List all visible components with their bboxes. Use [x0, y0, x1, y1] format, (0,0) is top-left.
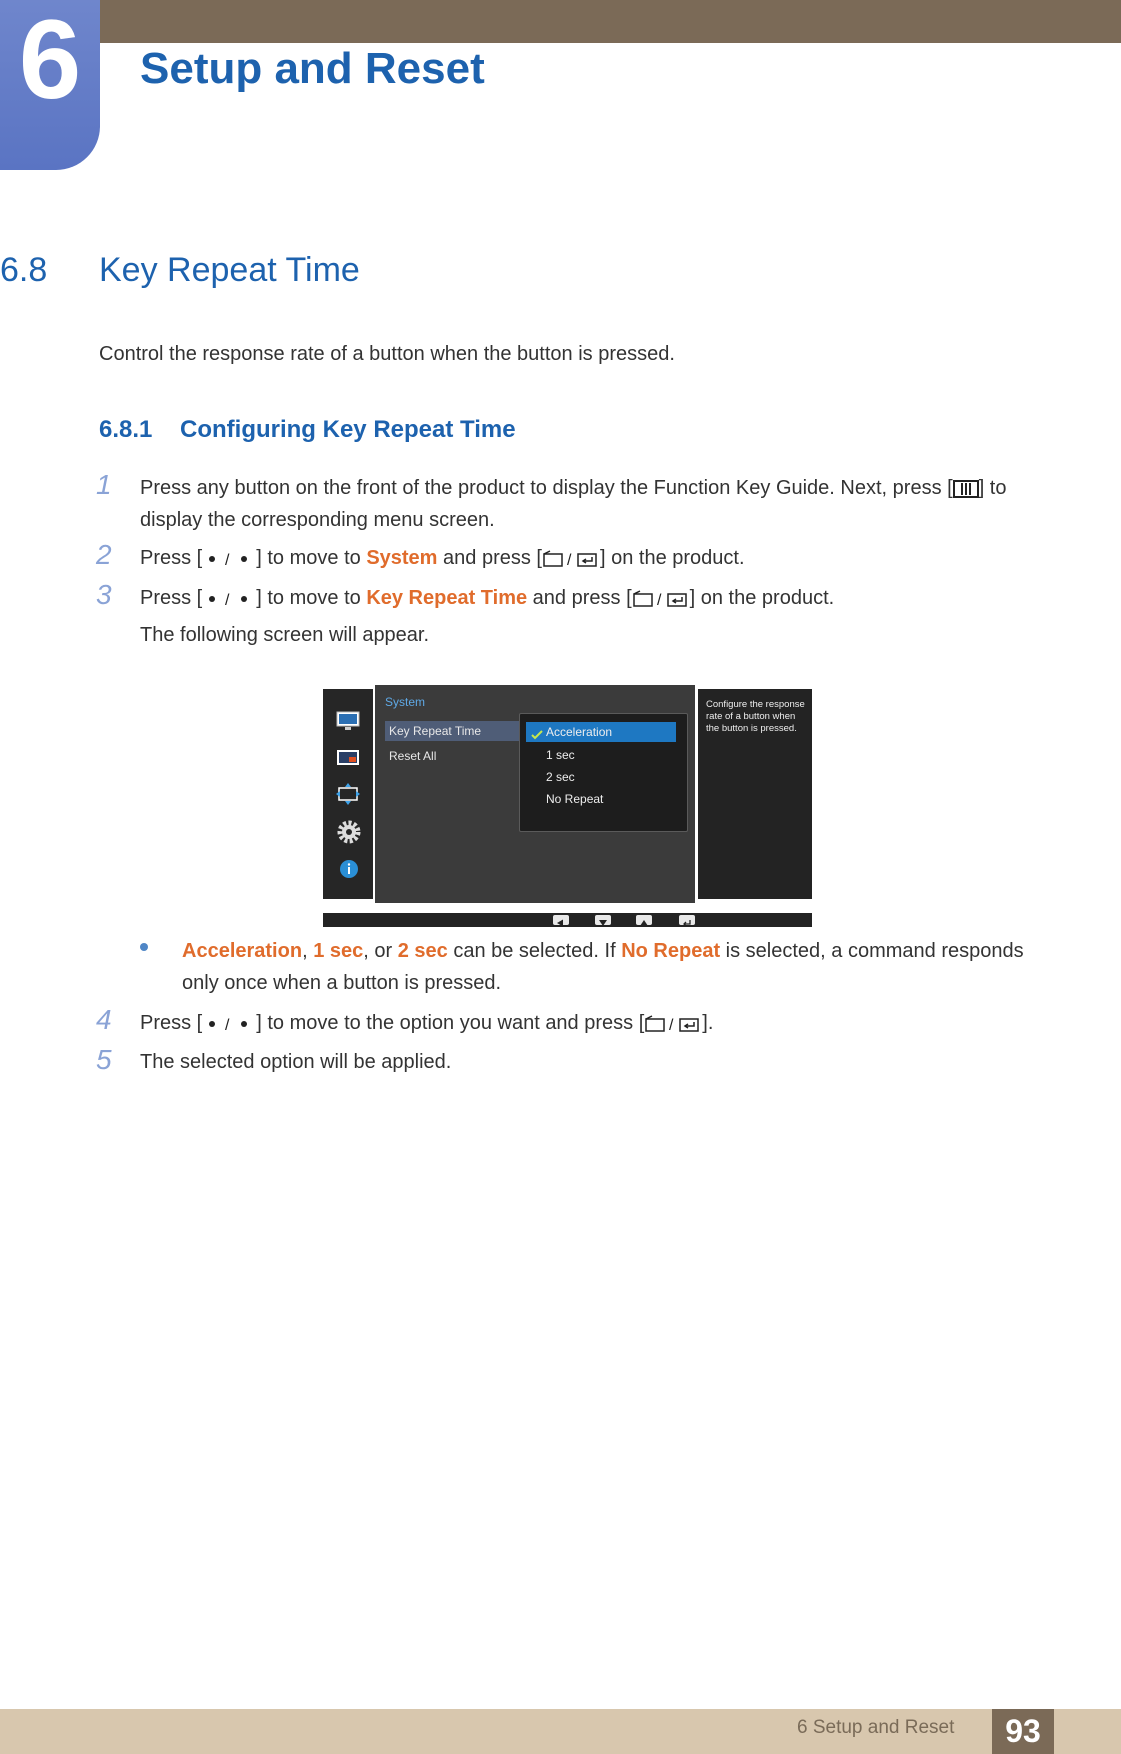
- osd-option-label: Acceleration: [546, 725, 613, 739]
- step-4-text: [140, 1007, 1040, 1039]
- picture-color-icon: [336, 749, 360, 772]
- step-number: 1: [96, 469, 112, 500]
- step-3-text: [140, 582, 1040, 614]
- step-text: Press [: [140, 1012, 203, 1034]
- highlight-key-repeat-time: Key Repeat Time: [366, 587, 528, 609]
- highlight-system: System: [366, 547, 438, 569]
- step-number: 2: [96, 539, 112, 570]
- up-key-icon: [636, 915, 652, 925]
- system-gear-icon: [336, 819, 362, 850]
- svg-text:/: /: [225, 551, 230, 567]
- menu-button-icon: [953, 480, 979, 498]
- highlight-acceleration: Acceleration: [182, 940, 303, 962]
- information-icon: [339, 859, 359, 884]
- step-2-text: [140, 542, 1040, 574]
- step-number: 3: [96, 579, 112, 610]
- section-number: 6.8: [0, 251, 48, 289]
- footer-chapter: 6 Setup and Reset: [797, 1717, 955, 1738]
- svg-text:/: /: [656, 591, 662, 608]
- step-text: ] on the product.: [689, 587, 835, 609]
- section-title: Key Repeat Time: [99, 251, 360, 289]
- osd-options-popup: [519, 713, 688, 832]
- svg-text:/: /: [669, 1016, 674, 1033]
- osd-option-2-sec: 2 sec: [546, 770, 575, 784]
- text: can be selected. If: [447, 940, 622, 962]
- up-down-button-icon: [202, 1016, 256, 1032]
- osd-icon-column: [323, 689, 373, 899]
- subsection-title: Configuring Key Repeat Time: [180, 416, 516, 443]
- svg-text:/: /: [225, 1016, 230, 1032]
- chapter-title: Setup and Reset: [140, 44, 485, 93]
- osd-option-acceleration: [526, 722, 676, 742]
- step-text: ] on the product.: [599, 547, 745, 569]
- step-text: and press [: [437, 547, 542, 569]
- text: is selected, a command responds only once when a button is pressed.: [182, 940, 1024, 994]
- step-text: Press [: [140, 587, 203, 609]
- osd-category-title: System: [385, 695, 426, 709]
- enter-key-icon: [679, 915, 695, 925]
- svg-text:/: /: [566, 551, 572, 568]
- highlight-2-sec: 2 sec: [397, 940, 448, 962]
- source-enter-button-icon: [542, 550, 600, 568]
- step-1-text: [140, 472, 1040, 536]
- step-text: ] to display the corresponding menu screen.: [140, 477, 1007, 531]
- top-banner: [0, 0, 1121, 43]
- osd-option-no-repeat: No Repeat: [546, 792, 604, 806]
- step-text: ] to move to the option you want and press [: [256, 1012, 645, 1034]
- subsection-number: 6.8.1: [99, 416, 153, 443]
- left-key-icon: [553, 915, 569, 925]
- text: ,: [302, 940, 314, 962]
- size-position-icon: [336, 783, 360, 810]
- step-text: Press any button on the front of the product to display the Function Key Guide. Next, press [: [140, 477, 953, 499]
- step-number: 5: [96, 1044, 112, 1075]
- osd-help-panel: [698, 689, 812, 899]
- osd-menu-item-key-repeat-time: Key Repeat Time: [385, 721, 521, 741]
- step-text: ] to move to: [256, 587, 367, 609]
- check-icon: [531, 726, 543, 746]
- bullet-dot: [140, 943, 148, 951]
- up-down-button-icon: [202, 551, 256, 567]
- step-text: ].: [702, 1012, 714, 1034]
- osd-help-text: Configure the response rate of a button when the button is pressed.: [706, 699, 805, 734]
- highlight-no-repeat: No Repeat: [621, 940, 721, 962]
- step-5-text: The selected option will be applied.: [140, 1051, 452, 1073]
- step-text: ] to move to: [256, 547, 367, 569]
- svg-text:/: /: [225, 591, 230, 607]
- osd-main-panel: [375, 685, 695, 903]
- monitor-icon: [336, 711, 360, 736]
- highlight-1-sec: 1 sec: [313, 940, 364, 962]
- osd-key-guide: [323, 913, 812, 927]
- step-3-note: The following screen will appear.: [140, 624, 430, 646]
- source-enter-button-icon: [632, 590, 690, 608]
- step-number: 4: [96, 1004, 112, 1035]
- text: , or: [363, 940, 398, 962]
- page-number: 93: [992, 1709, 1054, 1754]
- osd-option-1-sec: 1 sec: [546, 748, 575, 762]
- up-down-button-icon: [202, 591, 256, 607]
- section-intro: Control the response rate of a button when the button is pressed.: [99, 343, 675, 365]
- step-text: Press [: [140, 547, 203, 569]
- source-enter-button-icon: [644, 1015, 702, 1033]
- osd-menu-item-reset-all: Reset All: [389, 749, 437, 763]
- chapter-number-tab: 6: [0, 0, 100, 170]
- down-key-icon: [595, 915, 611, 925]
- step-text: and press [: [527, 587, 632, 609]
- osd-screenshot: [323, 685, 812, 925]
- bullet-note: [182, 935, 1042, 999]
